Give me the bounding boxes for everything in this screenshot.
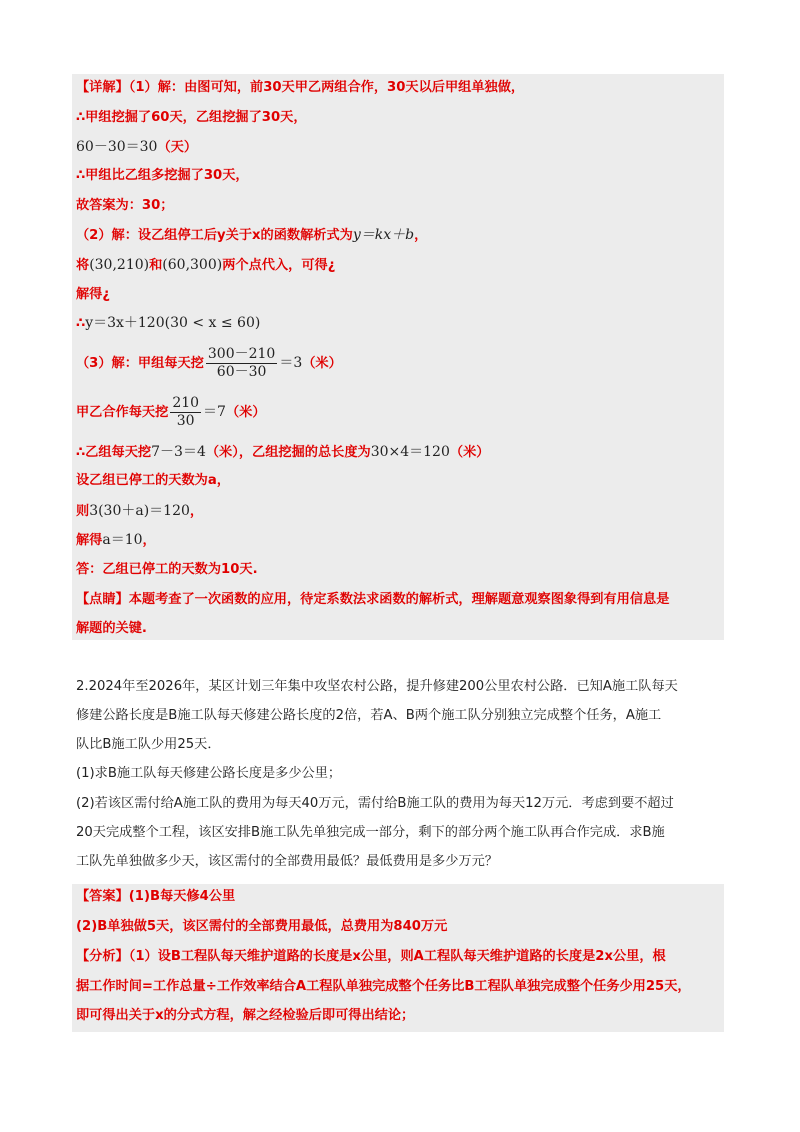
- answer-line-1: 【答案】(1)B每天修4公里: [76, 889, 236, 904]
- unit: （米）: [302, 356, 342, 371]
- solution-text: （米），乙组挖掘的总长度为: [205, 445, 371, 460]
- fraction: [170, 395, 201, 430]
- point-1: (30,210): [89, 257, 150, 273]
- punct: ，: [189, 504, 204, 519]
- point-2: (60,300): [162, 257, 223, 273]
- solution-text: 将: [76, 258, 90, 273]
- solution-line-6: [76, 225, 427, 246]
- solution-line-9: [76, 313, 260, 334]
- unit: （米）: [449, 445, 490, 460]
- detail-tag: 【详解】: [76, 80, 129, 95]
- solution-text: （1）解：由图可知，前30天甲乙两组合作，30天以后甲组单独做，: [128, 80, 525, 95]
- question-line-7: 工队先单独做多少天，该区需付的全部费用最低？最低费用是多少万元？: [76, 854, 498, 869]
- answer-line-2: (2)B单独做5天，该区需付的全部费用最低，总费用为840万元: [76, 919, 448, 934]
- solution-line-2: ∴甲组挖掘了60天，乙组挖掘了30天，: [76, 110, 307, 125]
- numerator: 210: [172, 394, 200, 411]
- question-line-6: 20天完成整个工程，该区安排B施工队先单独完成一部分，剩下的部分两个施工队再合作完成．求B施: [76, 825, 665, 840]
- punct: ，: [142, 533, 156, 548]
- solution-line-18: 解题的关键.: [76, 621, 147, 636]
- denominator: 30: [176, 412, 195, 429]
- equation: 7－3＝4: [151, 444, 206, 460]
- solution-line-3: [76, 137, 197, 158]
- question-line-3: 队比B施工队少用25天．: [76, 737, 221, 752]
- solution-line-12: [76, 442, 489, 463]
- solution-line-14: [76, 501, 203, 522]
- solution-text: ∴乙组每天挖: [76, 445, 152, 460]
- equation: a＝10: [102, 532, 143, 548]
- solution-line-5: 故答案为：30；: [76, 198, 174, 213]
- solution-line-11: [76, 393, 266, 432]
- analysis-line-2: 据工作时间=工作总量÷工作效率结合A工程队单独完成整个任务比B工程队单独完成整个任务少用25天，: [76, 979, 691, 994]
- solution-text: 甲乙合作每天挖: [76, 405, 169, 420]
- solution-line-17: [76, 590, 669, 610]
- punct: ，: [414, 228, 428, 243]
- question-line-2: 修建公路长度是B施工队每天修建公路长度的2倍，若A、B两个施工队分别独立完成整个任务，A施工: [76, 708, 662, 723]
- solution-line-16: 答：乙组已停工的天数为10天.: [76, 562, 258, 577]
- question-part-2: (2)若该区需付给A施工队的费用为每天40万元，需付给B施工队的费用为每天12万元．考虑到要不超过: [76, 796, 674, 811]
- solution-text: 两个点代入，可得¿: [222, 258, 336, 273]
- solution-text: （3）解：甲组每天挖: [76, 356, 204, 371]
- unit: （米）: [225, 405, 266, 420]
- result: ＝3: [279, 355, 303, 371]
- solution-line-13: 设乙组已停工的天数为a，: [76, 473, 230, 488]
- solution-line-15: [76, 530, 156, 551]
- analysis-line-1: 【分析】（1）设B工程队每天维护道路的长度是x公里，则A工程队每天维护道路的长度是2x公里，根: [76, 949, 666, 964]
- solution-text: 则: [76, 504, 90, 519]
- solution-text: 本题考查了一次函数的应用，待定系数法求函数的解析式，理解题意观察图象得到有用信息是: [128, 592, 670, 607]
- solution-text: 解得: [76, 533, 103, 548]
- equation: 60－30＝30: [76, 139, 158, 155]
- solution-line-7: [76, 255, 335, 276]
- equation: y＝3x＋120(30 < x ≤ 60): [85, 315, 261, 331]
- result: ＝7: [203, 404, 226, 420]
- question-part-1: (1)求B施工队每天修建公路长度是多少公里；: [76, 766, 342, 781]
- analysis-line-3: 即可得出关于x的分式方程，解之经检验后即可得出结论；: [76, 1008, 415, 1023]
- solution-line-1: [76, 78, 524, 98]
- equation: 30×4＝120: [370, 444, 450, 460]
- equation: y＝kx＋b: [352, 227, 415, 243]
- solution-text: 和: [149, 258, 163, 273]
- comment-tag: 【点睛】: [76, 592, 129, 607]
- solution-line-10: [76, 344, 342, 383]
- fraction: [206, 346, 277, 381]
- numerator: 300－210: [207, 345, 276, 362]
- equation: 3(30＋a)＝120: [89, 503, 190, 519]
- solution-text: （2）解：设乙组停工后y关于x的函数解析式为: [76, 228, 353, 243]
- solution-line-4: ∴甲组比乙组多挖掘了30天，: [76, 168, 249, 183]
- therefore: ∴: [76, 316, 86, 331]
- solution-line-8: 解得¿: [76, 287, 111, 302]
- denominator: 60－30: [216, 363, 267, 380]
- unit: （天）: [157, 140, 198, 155]
- question-line-1: 2.2024年至2026年，某区计划三年集中攻坚农村公路，提升修建200公里农村公路．已知A施工队每天: [76, 679, 678, 694]
